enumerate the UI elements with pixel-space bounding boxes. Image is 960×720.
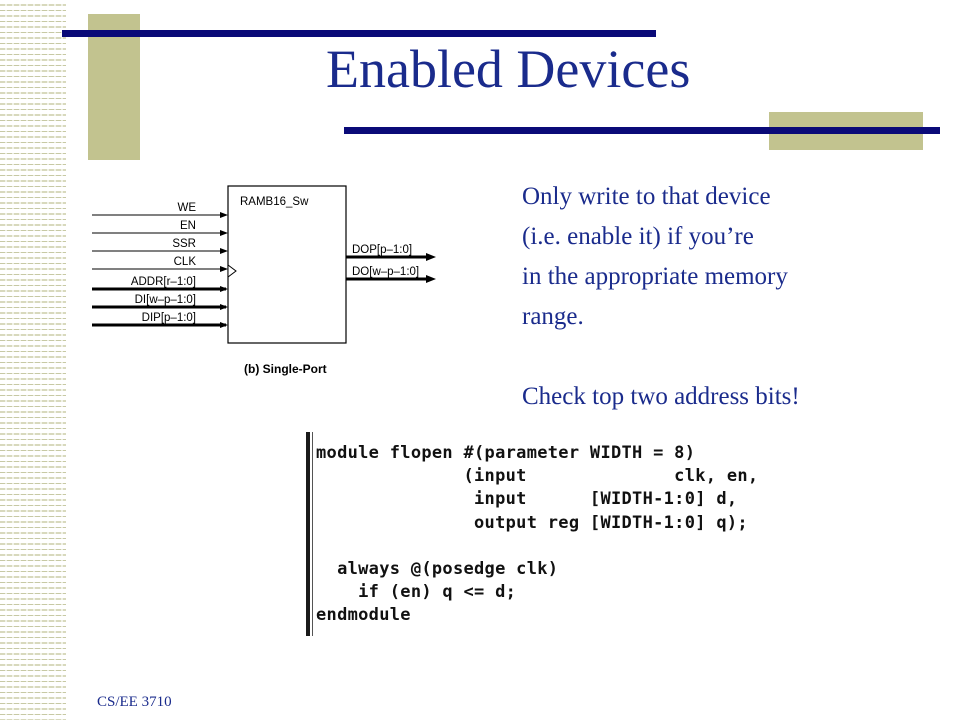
ramb16-block-diagram (88, 183, 448, 383)
input-arrow (220, 286, 228, 292)
input-label: SSR (172, 238, 196, 250)
input-label: CLK (173, 256, 196, 268)
bullet-line-5: Check top two address bits! (522, 383, 800, 410)
verilog-code: module flopen #(parameter WIDTH = 8) (input clk, en, input [WIDTH-1:0] d, output reg [WIDTH-1:0] q); always @(posedge clk) if (en) q <= d; endmodule (316, 443, 759, 626)
bullet-line-3: in the appropriate memory (522, 263, 788, 290)
ram-block-label: RAMB16_Sw (240, 196, 309, 208)
footer-course-code: CS/EE 3710 (97, 694, 172, 710)
input-label: DIP[p–1:0] (141, 312, 196, 324)
input-arrow (220, 322, 228, 328)
bullet-text (522, 177, 922, 417)
bullet-line-2: (i.e. enable it) if you’re (522, 223, 754, 250)
input-signal-lines (92, 202, 228, 328)
code-panel-border (306, 432, 310, 636)
left-stripe-decoration (0, 0, 66, 720)
input-arrow (220, 266, 228, 272)
bottom-accent-bar (344, 127, 940, 134)
input-label: EN (180, 220, 196, 232)
input-arrow (220, 230, 228, 236)
output-label: DO[w–p–1:0] (352, 266, 420, 278)
input-label: ADDR[r–1:0] (130, 276, 196, 288)
output-arrow (426, 253, 436, 261)
top-accent-bar (62, 30, 656, 37)
verilog-code-panel (306, 432, 890, 636)
output-label: DOP[p–1:0] (352, 244, 413, 256)
input-arrow (220, 248, 228, 254)
bullet-line-4: range. (522, 303, 584, 330)
slide-title: Enabled Devices (326, 39, 691, 99)
ram-block (228, 186, 346, 343)
output-arrow (426, 275, 436, 283)
diagram-caption: (b) Single-Port (244, 362, 327, 376)
bullet-line-1: Only write to that device (522, 183, 771, 210)
input-label: WE (177, 202, 196, 214)
input-arrow (220, 304, 228, 310)
output-signal-lines (346, 244, 436, 283)
input-arrow (220, 212, 228, 218)
input-label: DI[w–p–1:0] (134, 294, 196, 306)
